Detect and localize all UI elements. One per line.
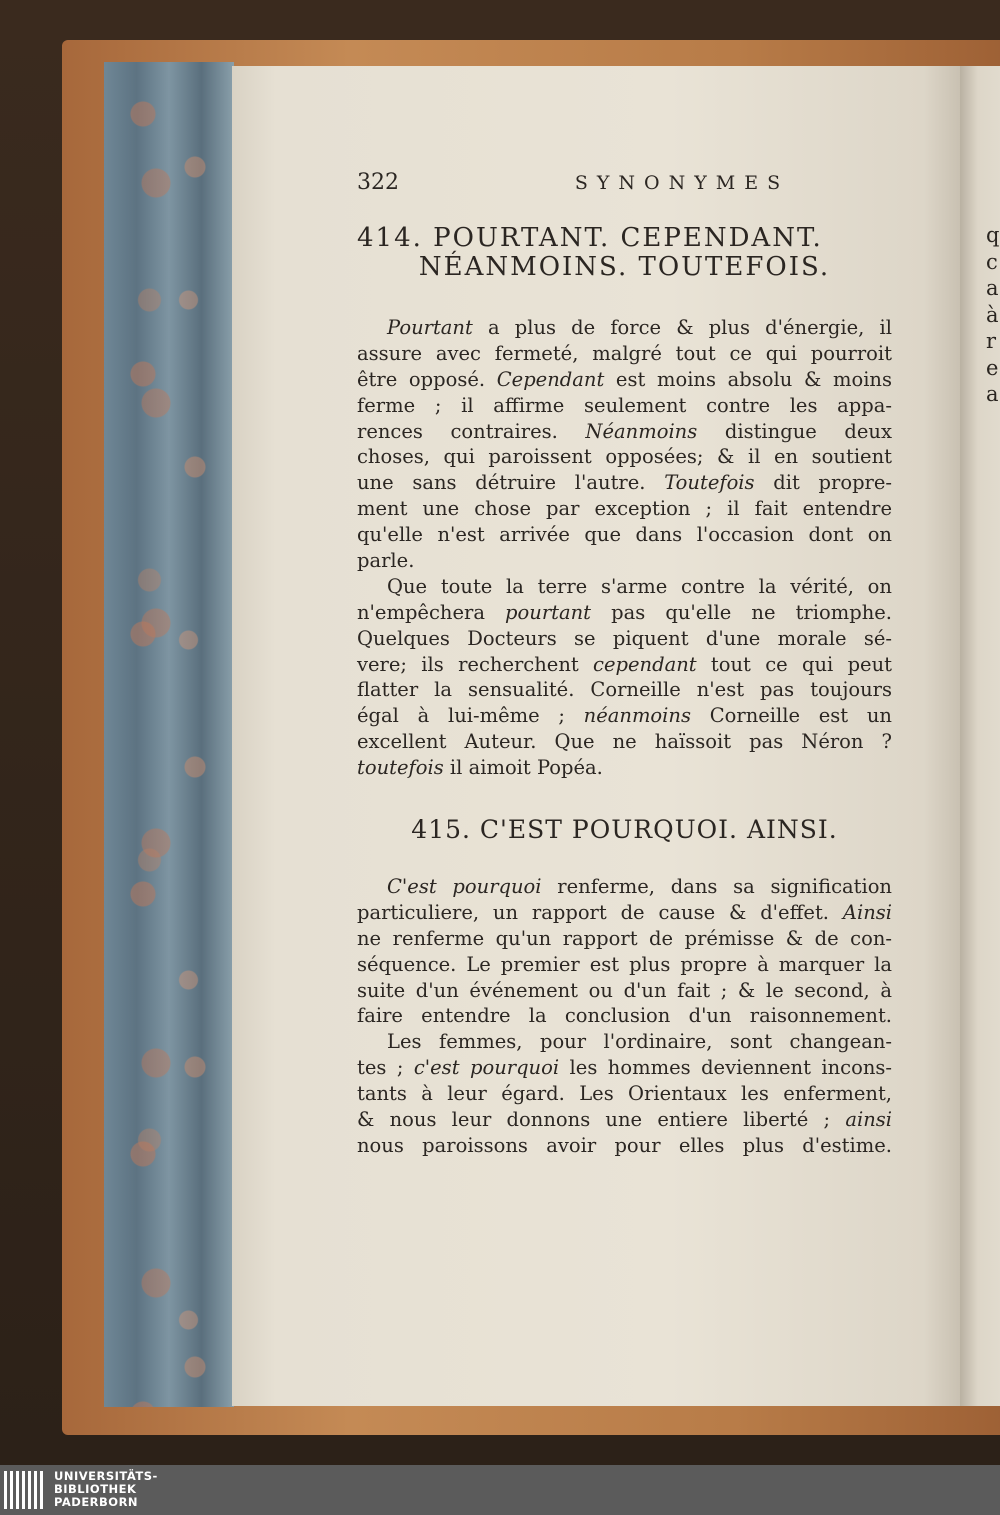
text-line: séquence. Le premier est plus propre à marquer la	[357, 952, 892, 976]
text-line: choses, qui paroissent opposées; & il en soutient	[357, 445, 892, 469]
text-line: & nous leur donnons une entiere liberté ; ainsi	[357, 1108, 892, 1132]
text-line: flatter la sensualité. Corneille n'est pas toujours	[357, 678, 892, 702]
article-414-paragraph-1	[357, 315, 892, 574]
text-line: Quelques Docteurs se piquent d'une morale sé-	[357, 626, 892, 650]
text-line: qu'elle n'est arrivée que dans l'occasion dont on	[357, 523, 892, 547]
text-line: une sans détruire l'autre. Toutefois dit propre-	[357, 471, 892, 495]
facing-page-letters	[986, 222, 1000, 408]
text-line: suite d'un événement ou d'un fait ; & le second, à	[357, 978, 892, 1002]
text-line: particuliere, un rapport de cause & d'effet. Ainsi	[357, 900, 892, 924]
library-name-line3: PADERBORN	[54, 1495, 139, 1509]
article-414-title-line2: NÉANMOINS. TOUTEFOIS.	[418, 252, 831, 282]
library-logo-icon	[4, 1471, 44, 1509]
text-line: excellent Auteur. Que ne haïssoit pas Néron ?	[357, 730, 892, 754]
facing-letter: q	[986, 223, 1000, 247]
library-name-line1: UNIVERSITÄTS-	[54, 1469, 158, 1483]
facing-letter: c	[986, 249, 998, 274]
library-name-line2: BIBLIOTHEK	[54, 1482, 137, 1496]
text-line: parle.	[357, 549, 415, 573]
text-line: Que toute la terre s'arme contre la vérité, on	[387, 574, 892, 598]
text-line: tes ; c'est pourquoi les hommes deviennent incons-	[357, 1056, 892, 1080]
facing-letter: r	[986, 329, 997, 353]
text-line: Les femmes, pour l'ordinaire, sont changean-	[387, 1030, 892, 1054]
text-line: faire entendre la conclusion d'un raisonnement.	[357, 1004, 892, 1028]
text-line: être opposé. Cependant est moins absolu & moins	[357, 367, 892, 391]
text-line: ferme ; il affirme seulement contre les appa-	[357, 393, 892, 417]
text-line: Pourtant a plus de force & plus d'énergie, il	[387, 316, 892, 339]
article-414-paragraph-2	[357, 574, 892, 781]
facing-letter: a	[986, 276, 999, 300]
article-415-title: 415. C'EST POURQUOI. AINSI.	[411, 815, 838, 845]
text-line: C'est pourquoi renferme, dans sa signification	[387, 875, 892, 899]
page-header	[357, 170, 892, 206]
article-414-title-line1: 414. POURTANT. CEPENDANT.	[357, 223, 823, 253]
text-line: rences contraires. Néanmoins distingue deux	[357, 419, 892, 443]
page-text	[357, 170, 892, 1159]
facing-letter: à	[986, 302, 999, 327]
article-415-paragraph-1	[357, 874, 892, 1029]
text-line: ne renferme qu'un rapport de prémisse & de con-	[357, 926, 892, 950]
text-line: vere; ils recherchent cependant tout ce qui peut	[357, 652, 892, 676]
article-414-title	[357, 224, 892, 282]
running-head: SYNONYMES	[574, 172, 790, 194]
text-line: tants à leur égard. Les Orientaux les enferment,	[357, 1082, 892, 1106]
text-line: toutefois il aimoit Popéa.	[357, 756, 603, 780]
library-name	[54, 1470, 158, 1509]
text-line: nous paroissons avoir pour elles plus d'estime.	[357, 1133, 892, 1157]
library-footer	[0, 1465, 1000, 1515]
text-line: n'empêchera pourtant pas qu'elle ne triomphe.	[357, 600, 892, 624]
marbled-page-edges	[104, 62, 234, 1407]
facing-letter: e	[986, 355, 999, 380]
facing-letter: a	[986, 382, 999, 406]
page-number: 322	[357, 170, 399, 195]
text-line: assure avec fermeté, malgré tout ce qui pourroit	[357, 341, 892, 365]
text-line: égal à lui-même ; néanmoins Corneille est un	[357, 704, 892, 728]
article-415-paragraph-2	[357, 1029, 892, 1158]
text-line: ment une chose par exception ; il fait entendre	[357, 497, 892, 521]
